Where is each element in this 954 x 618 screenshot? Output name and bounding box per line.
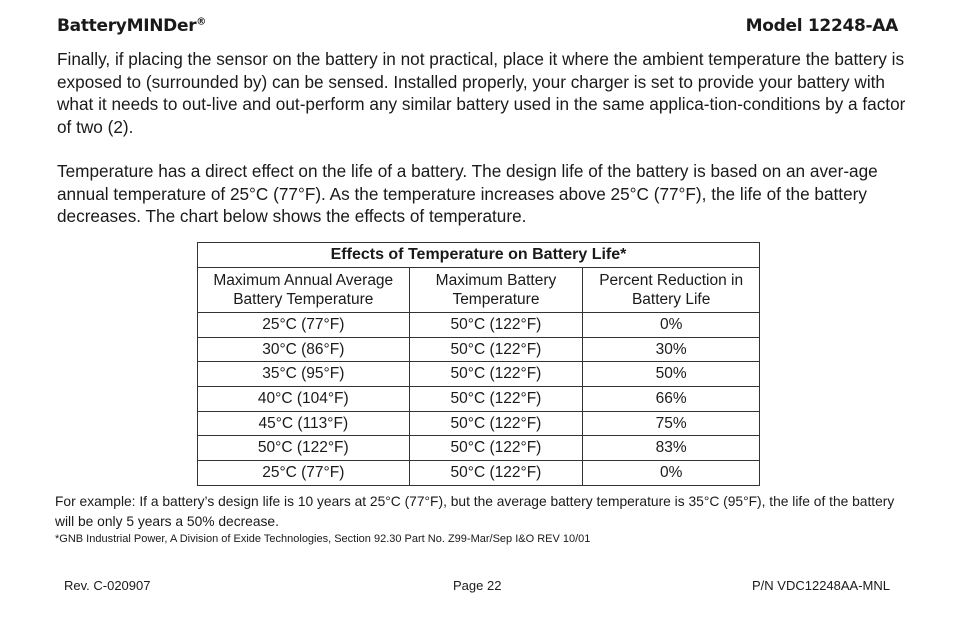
registered-mark: ®: [196, 16, 206, 28]
table-title: Effects of Temperature on Battery Life*: [198, 243, 760, 268]
part-number: P/N VDC12248AA-MNL: [752, 578, 890, 593]
cell-percent-reduction: 75%: [583, 411, 760, 436]
cell-annual-avg: 45°C (113°F): [198, 411, 410, 436]
column-header-max-temp: Maximum Battery Temperature: [409, 268, 583, 313]
paragraph-temperature-effect: Temperature has a direct effect on the life of a battery. The design life of the battery is based on an aver-age annual temperature of 25°C (77°F). As the temperature increases above 25°C (77°F), the life of the battery decreases. The chart below shows the effects of temperature.: [57, 161, 878, 226]
page-number: Page 22: [453, 578, 502, 593]
cell-percent-reduction: 50%: [583, 362, 760, 387]
cell-annual-avg: 40°C (104°F): [198, 387, 410, 412]
brand-name: BatteryMINDer: [57, 16, 197, 36]
model-number: Model 12248-AA: [745, 16, 898, 36]
cell-percent-reduction: 0%: [583, 313, 760, 338]
example-note: For example: If a battery’s design life is 10 years at 25°C (77°F), but the average battery temperature is 35°C (95°F), the life of the battery will be only 5 years a 50% decrease.: [55, 494, 895, 529]
cell-annual-avg: 50°C (122°F): [198, 436, 410, 461]
cell-max-temp: 50°C (122°F): [409, 362, 583, 387]
paragraph-sensor-placement: Finally, if placing the sensor on the battery in not practical, place it where the ambient temperature the battery is exposed to (surrounded by) can be sensed. Installed properly, your charger is set to provide your battery with what it needs to out-live and out-perform any similar battery used in the same applica-tion-conditions by a factor of two (2).: [57, 49, 906, 137]
brand-logo: [57, 16, 206, 36]
cell-percent-reduction: 30%: [583, 337, 760, 362]
source-footnote: *GNB Industrial Power, A Division of Exide Technologies, Section 92.30 Part No. Z99-Mar/Sep I&O REV 10/01: [55, 533, 591, 545]
cell-max-temp: 50°C (122°F): [409, 436, 583, 461]
table-row: [198, 337, 760, 362]
temperature-table: [197, 242, 760, 486]
column-header-annual-avg: Maximum Annual Average Battery Temperature: [198, 268, 410, 313]
cell-max-temp: 50°C (122°F): [409, 313, 583, 338]
cell-annual-avg: 25°C (77°F): [198, 461, 410, 486]
column-header-percent-reduction: Percent Reduction in Battery Life: [583, 268, 760, 313]
cell-max-temp: 50°C (122°F): [409, 387, 583, 412]
cell-percent-reduction: 66%: [583, 387, 760, 412]
cell-percent-reduction: 0%: [583, 461, 760, 486]
table-row: [198, 387, 760, 412]
cell-max-temp: 50°C (122°F): [409, 337, 583, 362]
cell-annual-avg: 30°C (86°F): [198, 337, 410, 362]
table-row: [198, 362, 760, 387]
table-row: [198, 461, 760, 486]
cell-max-temp: 50°C (122°F): [409, 411, 583, 436]
table-row: [198, 313, 760, 338]
cell-max-temp: 50°C (122°F): [409, 461, 583, 486]
cell-annual-avg: 25°C (77°F): [198, 313, 410, 338]
table-row: [198, 436, 760, 461]
cell-percent-reduction: 83%: [583, 436, 760, 461]
revision-label: Rev. C-020907: [64, 578, 151, 593]
table-row: [198, 411, 760, 436]
cell-annual-avg: 35°C (95°F): [198, 362, 410, 387]
